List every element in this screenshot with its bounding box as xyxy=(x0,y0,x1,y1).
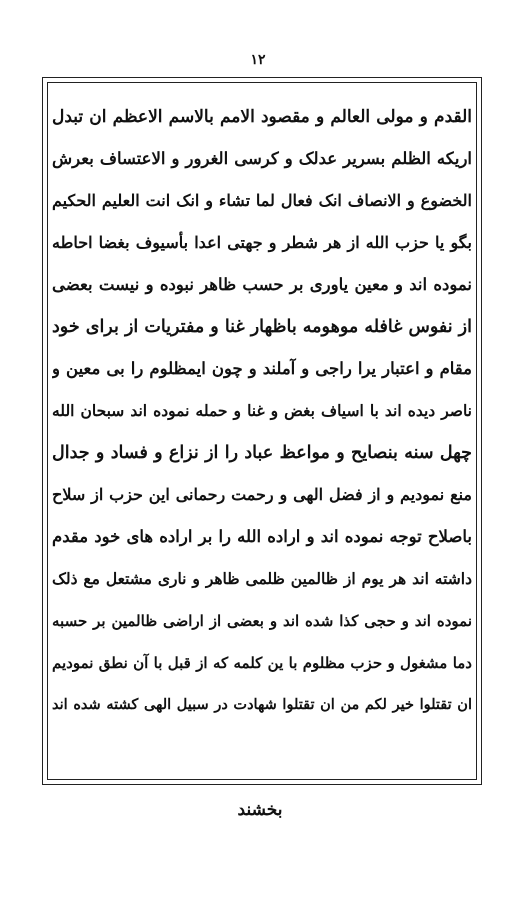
text-line: دما مشغول و حزب مظلوم با ین کلمه که از قبل با آن نطق نمودیم xyxy=(52,654,472,672)
text-line: ناصر دیده اند با اسیاف بغض و غنا و حمله نموده اند سبحان الله xyxy=(52,401,472,420)
text-line: مقام و اعتبار یرا راجی و آملند و چون ایمظلوم را بی معین و xyxy=(52,359,472,378)
catchword: بخشند xyxy=(237,800,283,820)
text-line: ان تقتلوا خیر لکم من ان تقتلوا شهادت در سبیل الهی کشته شده اند xyxy=(52,696,472,713)
text-line: القدم و مولی العالم و مقصود الامم بالاسم الاعظم ان تبدل xyxy=(52,107,472,127)
text-line: باصلاح توجه نموده اند و اراده الله را بر اراده های خود مقدم xyxy=(52,527,472,546)
text-line: منع نمودیم و از فضل الهی و رحمت رحمانی این حزب از سلاح xyxy=(52,485,472,504)
text-line: بگو یا حزب الله از هر شطر و جهتی اعدا بأسیوف بغضا احاطه xyxy=(52,233,472,252)
text-line: چهل سنه بنصایح و مواعظ عباد را از نزاع و فساد و جدال xyxy=(52,443,472,463)
manuscript-text-block xyxy=(52,96,472,772)
text-line: داشته اند هر یوم از ظالمین ظلمی ظاهر و ناری مشتعل مع ذلک xyxy=(52,569,472,588)
text-line: از نفوس غافله موهومه باظهار غنا و مفتریات از برای خود xyxy=(52,317,472,337)
text-line: اریکه الظلم بسریر عدلک و کرسی الغرور و الاعتساف بعرش xyxy=(52,149,472,168)
text-line: نموده اند و معین یاوری بر حسب ظاهر نبوده و نیست بعضی xyxy=(52,275,472,294)
page-number: ۱۲ xyxy=(250,52,266,68)
text-line: نموده اند و حجی کذا شده اند و بعضی از اراضی ظالمین بر حسبه xyxy=(52,612,472,630)
text-line: الخضوع و الانصاف انک فعال لما تشاء و انک انت العلیم الحکیم xyxy=(52,191,472,210)
